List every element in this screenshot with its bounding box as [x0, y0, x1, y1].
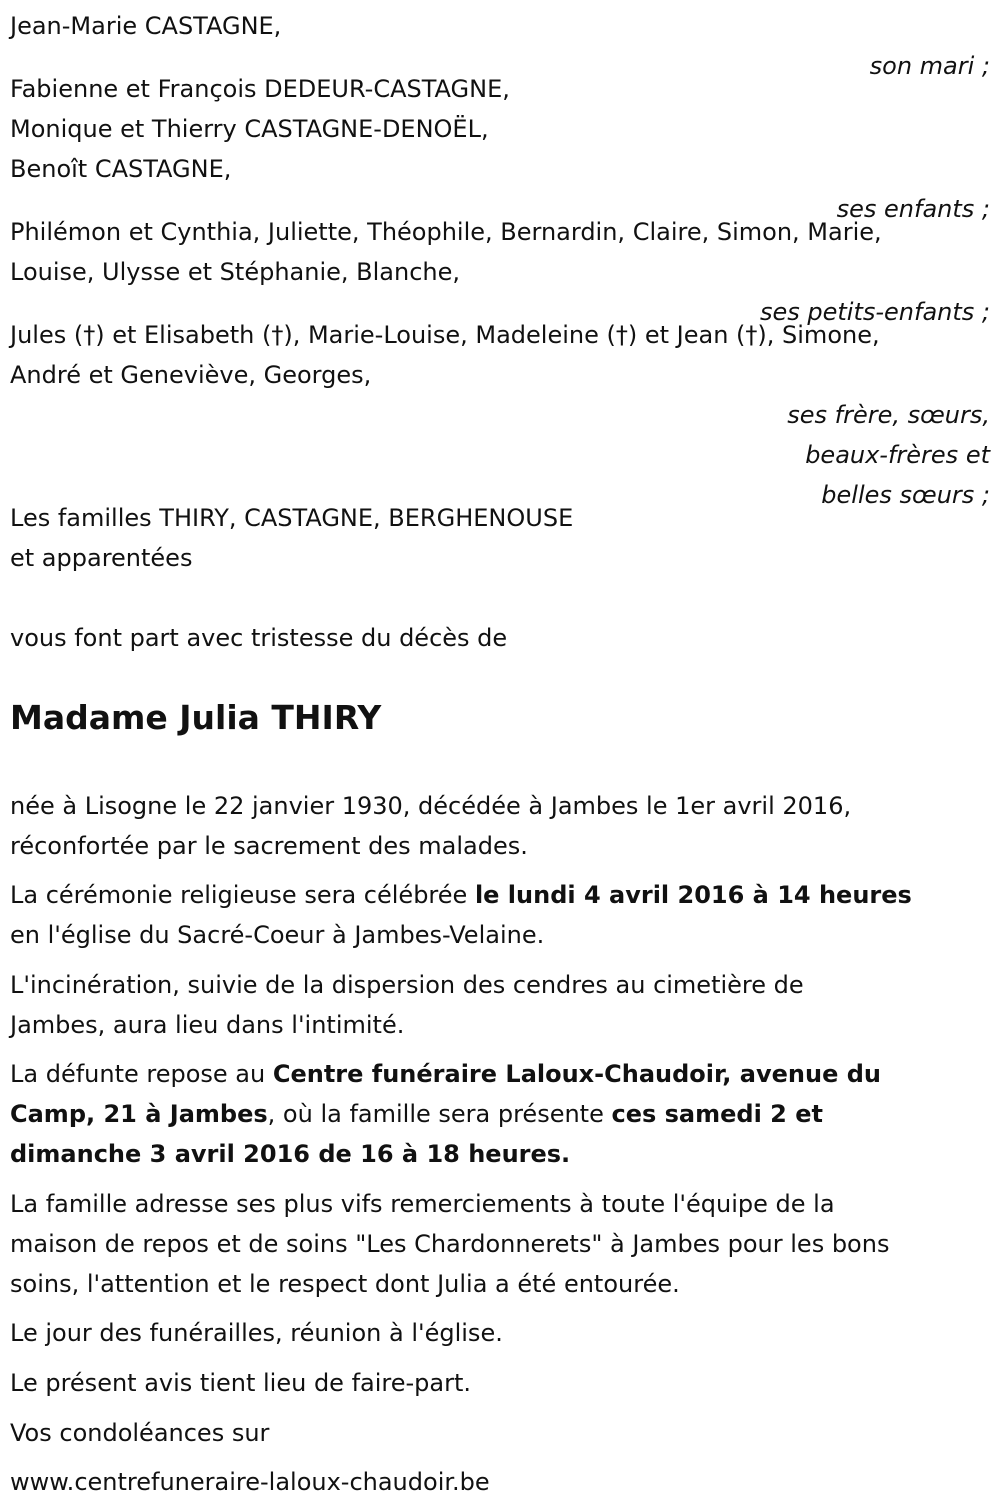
families-section — [10, 498, 990, 578]
funeral-meeting: Le jour des funérailles, réunion à l'église. — [10, 1319, 503, 1347]
ceremony-datetime: le lundi 4 avril 2016 à 14 heures — [474, 881, 912, 909]
ceremony-paragraph — [10, 875, 990, 955]
repose-place-address: Camp, 21 à Jambes — [10, 1100, 268, 1128]
ceremony-prefix: La cérémonie religieuse sera célébrée — [10, 881, 475, 909]
deceased-name: Madame Julia THIRY — [10, 698, 382, 737]
siblings-line: André et Geneviève, Georges, — [10, 361, 372, 389]
condolences-label: Vos condoléances sur — [10, 1419, 270, 1447]
families-line: Les familles THIRY, CASTAGNE, BERGHENOUSE — [10, 504, 574, 532]
siblings-section — [10, 315, 990, 515]
children-role: ses enfants ; — [836, 195, 990, 223]
thanks-line: soins, l'attention et le respect dont Julia a été entourée. — [10, 1270, 680, 1298]
condolences-link[interactable]: www.centrefuneraire-laloux-chaudoir.be — [10, 1468, 490, 1496]
spouse-name: Jean-Marie CASTAGNE, — [10, 12, 282, 40]
repose-place: Centre funéraire Laloux-Chaudoir, avenue du — [272, 1060, 881, 1088]
thanks-paragraph — [10, 1184, 990, 1304]
incineration-line: Jambes, aura lieu dans l'intimité. — [10, 1011, 405, 1039]
siblings-line: Jules (†) et Elisabeth (†), Marie-Louise, Madeleine (†) et Jean (†), Simone, — [10, 321, 880, 349]
repose-middle: , où la famille sera présente — [267, 1100, 612, 1128]
repose-prefix: La défunte repose au — [10, 1060, 273, 1088]
grandchildren-line: Louise, Ulysse et Stéphanie, Blanche, — [10, 258, 460, 286]
siblings-role-line: ses frère, sœurs, — [787, 401, 990, 429]
incineration-line: L'incinération, suivie de la dispersion des cendres au cimetière de — [10, 971, 804, 999]
children-line: Monique et Thierry CASTAGNE-DENOËL, — [10, 115, 489, 143]
families-line: et apparentées — [10, 544, 193, 572]
grandchildren-section — [10, 212, 990, 332]
birth-death-paragraph — [10, 786, 990, 866]
grandchildren-line: Philémon et Cynthia, Juliette, Théophile, Bernardin, Claire, Simon, Marie, — [10, 218, 882, 246]
repose-dates: ces samedi 2 et — [611, 1100, 823, 1128]
faire-part-notice: Le présent avis tient lieu de faire-part. — [10, 1369, 472, 1397]
incineration-paragraph — [10, 965, 990, 1045]
repose-paragraph — [10, 1054, 990, 1174]
children-line: Fabienne et François DEDEUR-CASTAGNE, — [10, 75, 510, 103]
spouse-role: son mari ; — [869, 52, 990, 80]
siblings-role-line: belles sœurs ; — [821, 481, 990, 509]
thanks-line: maison de repos et de soins "Les Chardonnerets" à Jambes pour les bons — [10, 1230, 890, 1258]
children-section — [10, 69, 990, 229]
thanks-line: La famille adresse ses plus vifs remerciements à toute l'équipe de la — [10, 1190, 835, 1218]
siblings-role-line: beaux-frères et — [805, 441, 990, 469]
announcement: vous font part avec tristesse du décès de — [10, 624, 508, 652]
children-line: Benoît CASTAGNE, — [10, 155, 232, 183]
birth-death-line: née à Lisogne le 22 janvier 1930, décédée à Jambes le 1er avril 2016, — [10, 792, 852, 820]
repose-dates-end: dimanche 3 avril 2016 de 16 à 18 heures. — [10, 1140, 571, 1168]
birth-death-line: réconfortée par le sacrement des malades. — [10, 832, 528, 860]
ceremony-location: en l'église du Sacré-Coeur à Jambes-Velaine. — [10, 921, 545, 949]
grandchildren-role: ses petits-enfants ; — [759, 298, 990, 326]
